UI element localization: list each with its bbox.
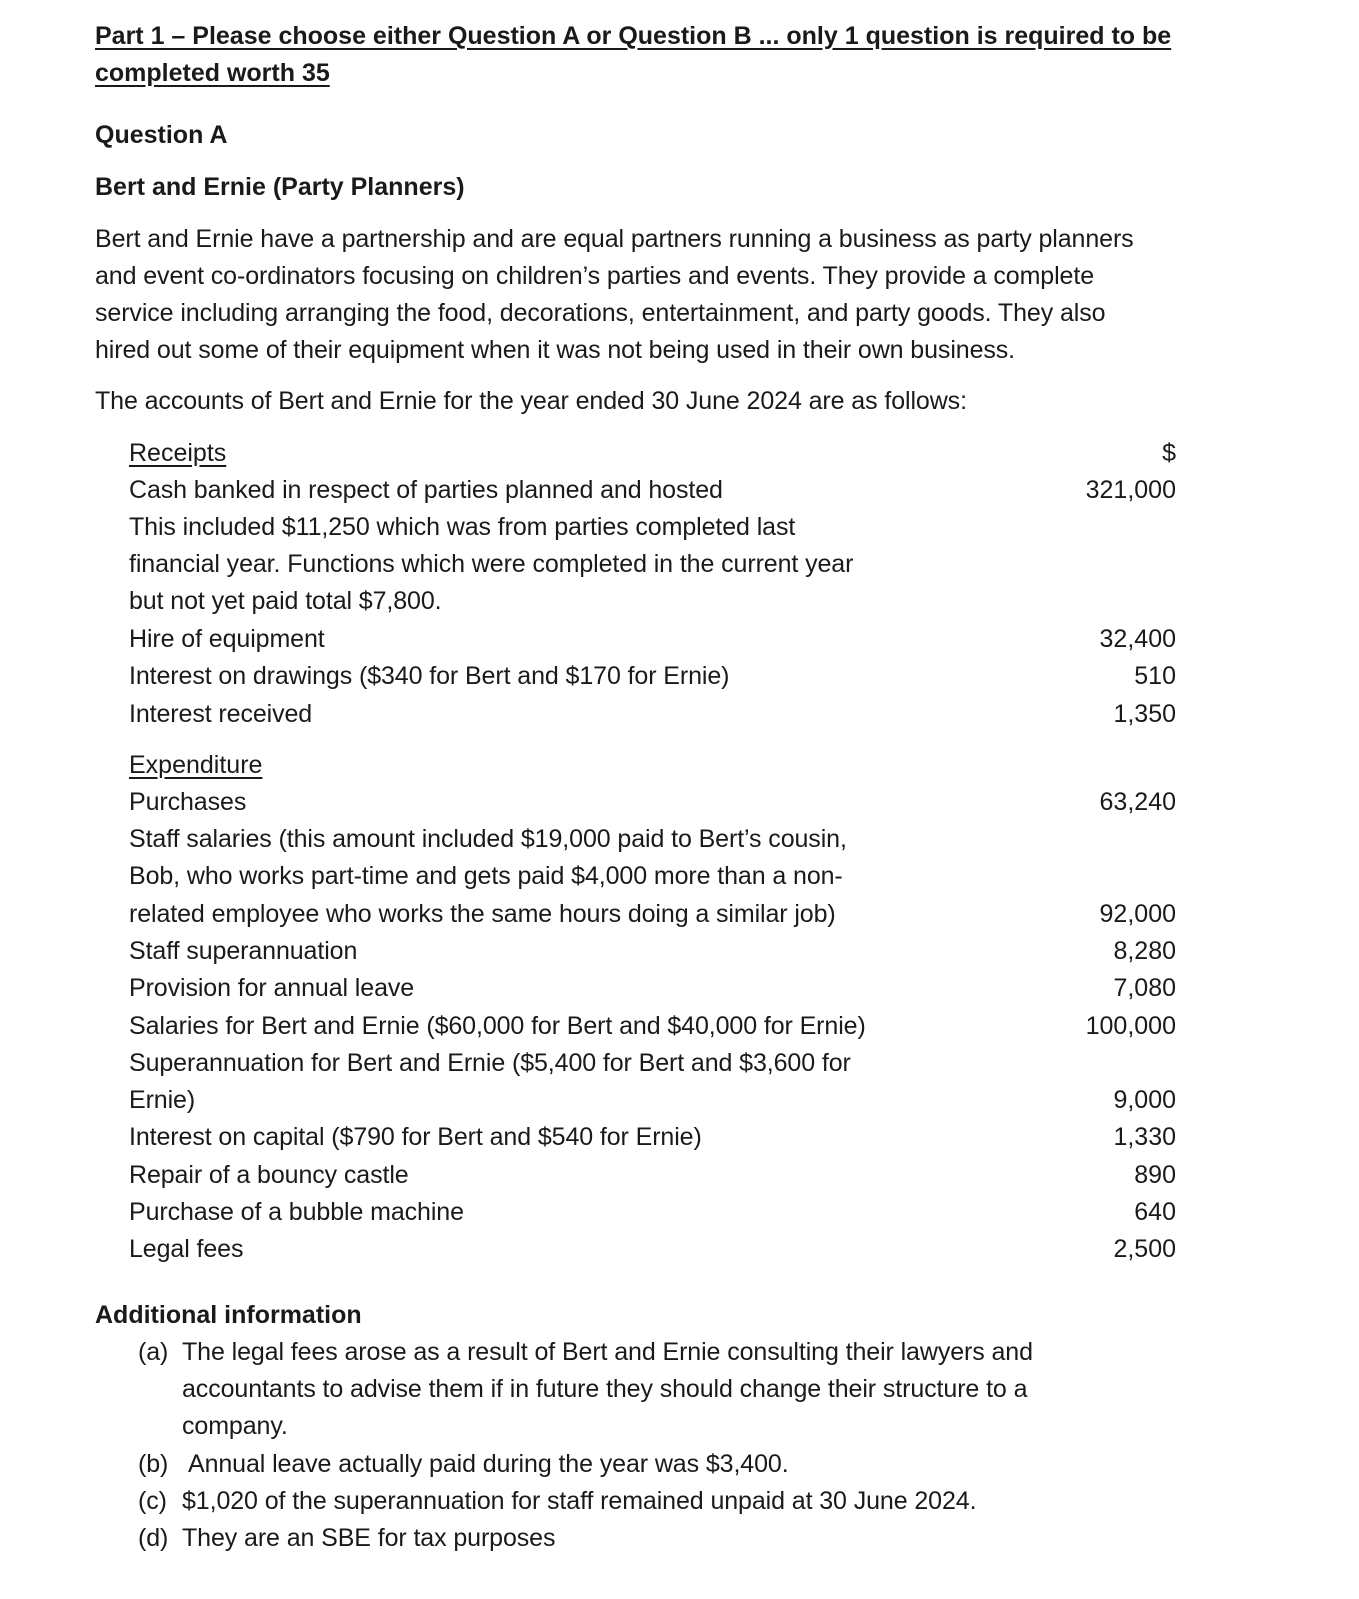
case-title: Bert and Ernie (Party Planners) [95,173,465,201]
expenditure-amount: 7,080 [1113,974,1176,1002]
expenditure-amount: 92,000 [1099,900,1176,928]
additional-text: company. [182,1412,288,1440]
receipt-label: financial year. Functions which were completed in the current year [129,550,854,578]
additional-marker: (d) [138,1524,169,1552]
expenditure-label: related employee who works the same hours doing a similar job) [129,900,836,928]
expenditure-label: Purchases [129,788,247,816]
additional-text: They are an SBE for tax purposes [182,1524,556,1552]
expenditure-amount: 890 [1134,1161,1176,1189]
accounts-intro: The accounts of Bert and Ernie for the year ended 30 June 2024 are as follows: [95,387,967,415]
expenditure-label: Salaries for Bert and Ernie ($60,000 for Bert and $40,000 for Ernie) [129,1012,866,1040]
expenditure-amount: 63,240 [1099,788,1176,816]
expenditure-label: Bob, who works part-time and gets paid $4,000 more than a non- [129,862,843,890]
expenditure-amount: 1,330 [1113,1123,1176,1151]
additional-marker: (a) [138,1338,169,1366]
expenditure-label: Purchase of a bubble machine [129,1198,464,1226]
additional-text: Annual leave actually paid during the year was $3,400. [188,1450,789,1478]
intro-line: hired out some of their equipment when it was not being used in their own business. [95,336,1016,364]
receipt-label: Cash banked in respect of parties planned and hosted [129,476,723,504]
additional-text: accountants to advise them if in future they should change their structure to a [182,1375,1028,1403]
receipt-label: This included $11,250 which was from parties completed last [129,513,796,541]
additional-text: The legal fees arose as a result of Bert and Ernie consulting their lawyers and [182,1338,1033,1366]
expenditure-amount: 100,000 [1085,1012,1176,1040]
expenditure-label: Staff salaries (this amount included $19,000 paid to Bert’s cousin, [129,825,847,853]
intro-line: and event co-ordinators focusing on children’s parties and events. They provide a complete [95,262,1095,290]
intro-line: Bert and Ernie have a partnership and are equal partners running a business as party planners [95,225,1134,253]
currency-header: $ [1162,439,1176,467]
expenditure-amount: 9,000 [1113,1086,1176,1114]
expenditure-heading: Expenditure [129,751,263,779]
expenditure-label: Ernie) [129,1086,196,1114]
additional-marker: (b) [138,1450,169,1478]
question-label: Question A [95,121,228,149]
additional-text: $1,020 of the superannuation for staff remained unpaid at 30 June 2024. [182,1487,977,1515]
expenditure-label: Provision for annual leave [129,974,415,1002]
expenditure-label: Interest on capital ($790 for Bert and $540 for Ernie) [129,1123,702,1151]
expenditure-amount: 2,500 [1113,1235,1176,1263]
receipt-label: but not yet paid total $7,800. [129,587,442,615]
expenditure-label: Repair of a bouncy castle [129,1161,409,1189]
receipt-amount: 510 [1134,662,1176,690]
receipts-heading: Receipts [129,439,227,467]
additional-heading: Additional information [95,1301,362,1329]
expenditure-label: Superannuation for Bert and Ernie ($5,400 for Bert and $3,600 for [129,1049,851,1077]
intro-line: service including arranging the food, decorations, entertainment, and party goods. They also [95,299,1106,327]
expenditure-amount: 640 [1134,1198,1176,1226]
expenditure-amount: 8,280 [1113,937,1176,965]
receipt-label: Interest on drawings ($340 for Bert and $170 for Ernie) [129,662,730,690]
part-title-line1: Part 1 – Please choose either Question A or Question B ... only 1 question is required to be [95,22,1172,50]
receipt-amount: 1,350 [1113,700,1176,728]
receipt-label: Hire of equipment [129,625,325,653]
receipt-amount: 32,400 [1099,625,1176,653]
additional-marker: (c) [138,1487,167,1515]
receipt-amount: 321,000 [1085,476,1176,504]
part-title-line2: completed worth 35 [95,59,330,87]
expenditure-label: Staff superannuation [129,937,358,965]
expenditure-label: Legal fees [129,1235,244,1263]
receipt-label: Interest received [129,700,313,728]
